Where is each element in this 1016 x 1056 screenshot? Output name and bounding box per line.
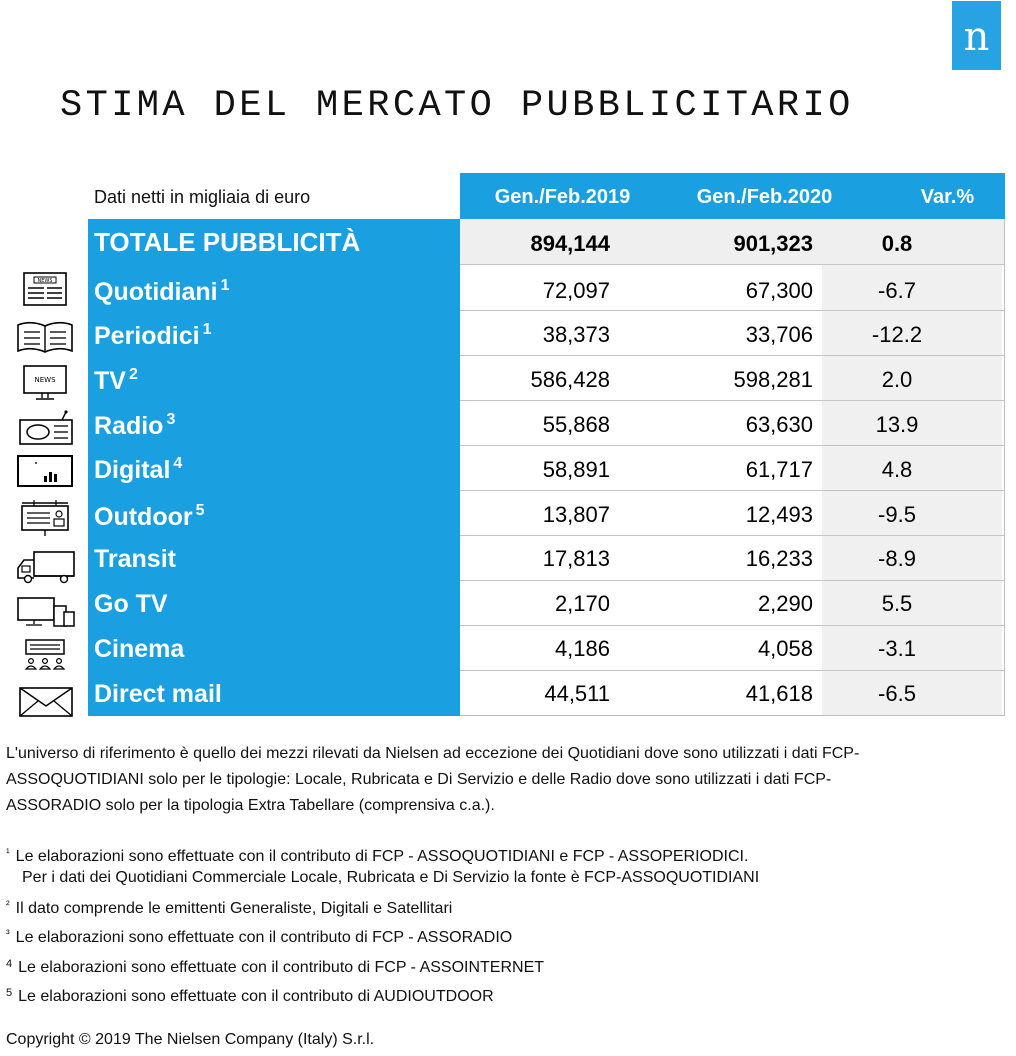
value-variation: -9.5 bbox=[878, 502, 916, 527]
row-label: Periodici $^1$ bbox=[94, 321, 212, 350]
nielsen-logo bbox=[952, 1, 1001, 70]
value-variation: -12.2 bbox=[871, 322, 923, 347]
value-variation: -8.9 bbox=[878, 546, 916, 571]
value-2019: 55,868 bbox=[542, 412, 610, 437]
page-title: STIMA DEL MERCATO PUBBLICITARIO bbox=[60, 85, 854, 127]
value-variation: 4.8 bbox=[881, 457, 913, 482]
row-divider bbox=[460, 580, 1005, 581]
value-variation: 13.9 bbox=[875, 412, 919, 437]
value-2020: 16,233 bbox=[745, 546, 813, 571]
value-2019: 58,891 bbox=[542, 457, 610, 482]
value-variation: 2.0 bbox=[881, 367, 913, 392]
value-2019: 4,186 bbox=[554, 636, 610, 661]
value-variation: 5.5 bbox=[881, 591, 913, 616]
footnote-1: $^{^1}$ Le elaborazioni sono effettuate con il contributo di FCP - ASSOQUOTIDIANI e FCP - ASSOPERIODICI. bbox=[6, 847, 749, 865]
footnote-5: $^5$ Le elaborazioni sono effettuate con il contributo di AUDIOUTDOOR bbox=[6, 987, 494, 1005]
row-label: Quotidiani $^1$ bbox=[94, 277, 230, 306]
footnote-1-continued: Per i dati dei Quotidiani Commerciale Locale, Rubricata e Di Servizio la fonte è FCP-ASSOQUOTIDIANI bbox=[22, 869, 760, 886]
magazine-icon bbox=[14, 317, 76, 357]
row-divider bbox=[460, 400, 1005, 401]
footnote-2: $^{^2}$ Il dato comprende le emittenti Generaliste, Digitali e Satellitari bbox=[6, 899, 453, 917]
row-label: Transit bbox=[94, 545, 176, 573]
total-2020: 901,323 bbox=[733, 231, 813, 256]
header-2020: Gen./Feb.2020 bbox=[696, 186, 833, 208]
total-2019: 894,144 bbox=[530, 231, 610, 256]
row-label: Direct mail bbox=[94, 680, 222, 708]
row-label: Go TV bbox=[94, 590, 168, 618]
value-2020: 33,706 bbox=[745, 322, 813, 347]
row-divider bbox=[460, 670, 1005, 671]
row-divider bbox=[460, 445, 1005, 446]
total-variation: 0.8 bbox=[881, 231, 913, 256]
row-label: Radio $^3$ bbox=[94, 411, 176, 440]
value-2020: 63,630 bbox=[745, 412, 813, 437]
value-2019: 38,373 bbox=[542, 322, 610, 347]
digital-icon bbox=[14, 452, 76, 492]
value-2020: 598,281 bbox=[733, 367, 813, 392]
total-label: TOTALE PUBBLICITÀ bbox=[94, 227, 361, 257]
billboard-icon bbox=[14, 498, 76, 538]
tv-icon bbox=[14, 362, 76, 402]
row-divider bbox=[460, 355, 1005, 356]
truck-icon bbox=[14, 546, 76, 586]
row-divider bbox=[460, 625, 1005, 626]
header-2019: Gen./Feb.2019 bbox=[494, 186, 631, 208]
universe-note-line: L'universo di riferimento è quello dei mezzi rilevati da Nielsen ad eccezione dei Quotidiani dove sono utilizzati i dati FCP- bbox=[6, 745, 860, 762]
row-divider bbox=[460, 490, 1005, 491]
value-2020: 2,290 bbox=[757, 591, 813, 616]
row-label: Digital $^4$ bbox=[94, 455, 183, 484]
radio-icon bbox=[14, 408, 76, 448]
value-2019: 44,511 bbox=[544, 681, 610, 706]
svg-text:NEWS: NEWS bbox=[37, 278, 53, 284]
header-variation: Var.% bbox=[920, 186, 975, 208]
value-2019: 586,428 bbox=[530, 367, 610, 392]
logo-letter: n bbox=[963, 14, 990, 60]
row-divider bbox=[460, 310, 1005, 311]
value-variation: -6.7 bbox=[878, 278, 916, 303]
value-2020: 41,618 bbox=[745, 681, 813, 706]
row-label: Cinema bbox=[94, 635, 185, 663]
value-2020: 61,717 bbox=[745, 457, 813, 482]
row-divider bbox=[460, 264, 1005, 265]
footnote-3: $^{^3}$ Le elaborazioni sono effettuate con il contributo di FCP - ASSORADIO bbox=[6, 928, 513, 946]
value-2020: 12,493 bbox=[745, 502, 813, 527]
value-variation: -3.1 bbox=[878, 636, 916, 661]
units-note: Dati netti in migliaia di euro bbox=[94, 187, 311, 207]
value-2019: 2,170 bbox=[554, 591, 610, 616]
universe-note-line: ASSOQUOTIDIANI solo per le tipologie: Locale, Rubricata e Di Servizio e delle Radio dove sono utilizzati i dati FCP- bbox=[6, 771, 832, 788]
value-2019: 17,813 bbox=[542, 546, 610, 571]
envelope-icon bbox=[14, 682, 76, 722]
universe-note-line: ASSORADIO solo per la tipologia Extra Tabellare (comprensiva c.a.). bbox=[6, 797, 495, 814]
value-variation: -6.5 bbox=[878, 681, 916, 706]
row-divider bbox=[460, 535, 1005, 536]
copyright: Copyright © 2019 The Nielsen Company (Italy) S.r.l. bbox=[6, 1031, 375, 1048]
value-2019: 13,807 bbox=[542, 502, 610, 527]
newspaper-icon bbox=[14, 269, 76, 309]
svg-text:NEWS: NEWS bbox=[34, 376, 56, 384]
row-label: TV $^2$ bbox=[94, 366, 138, 395]
value-2020: 67,300 bbox=[745, 278, 813, 303]
value-2019: 72,097 bbox=[542, 278, 610, 303]
value-2020: 4,058 bbox=[757, 636, 813, 661]
row-label: Outdoor $^5$ bbox=[94, 502, 205, 531]
go-tv-icon bbox=[14, 592, 76, 632]
cinema-icon bbox=[14, 636, 76, 676]
footnote-4: $^4$ Le elaborazioni sono effettuate con il contributo di FCP - ASSOINTERNET bbox=[6, 958, 545, 976]
